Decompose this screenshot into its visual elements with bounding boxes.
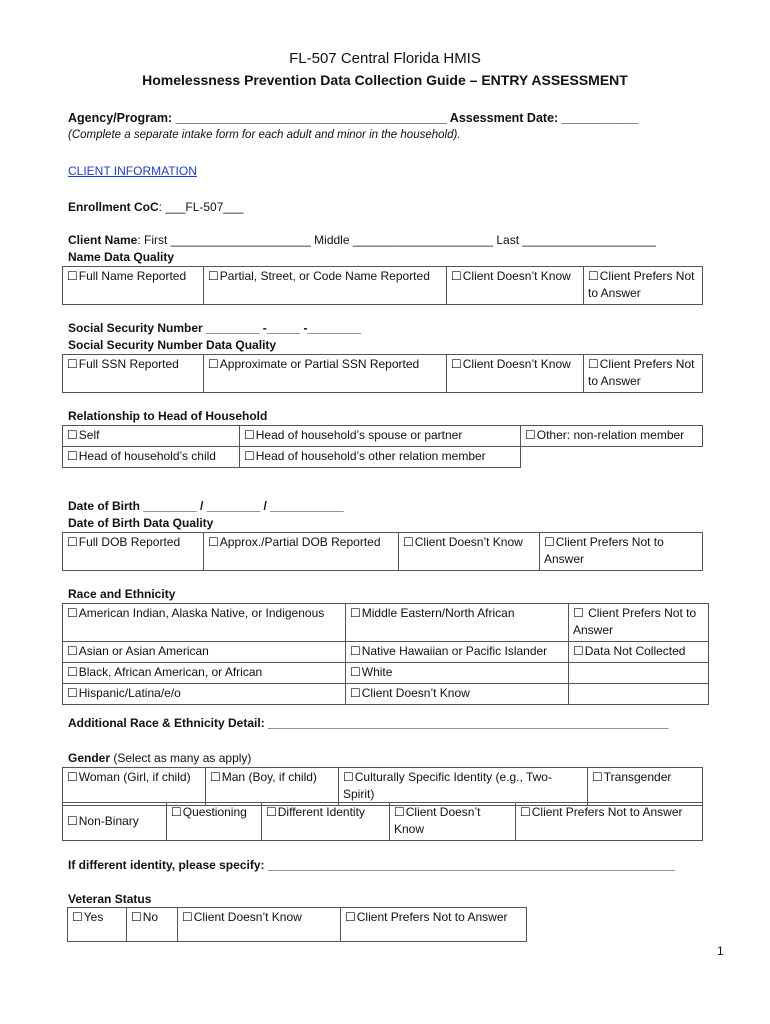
option-gender-prefers-not[interactable]: ☐Client Prefers Not to Answer — [516, 803, 703, 841]
checkbox-icon[interactable]: ☐ — [592, 770, 603, 784]
option-partial-name[interactable]: ☐Partial, Street, or Code Name Reported — [204, 267, 447, 305]
option-ssn-prefers-not[interactable]: ☐Client Prefers Not to Answer — [584, 355, 703, 393]
checkbox-icon[interactable]: ☐ — [210, 770, 221, 784]
option-veteran-no[interactable]: ☐No — [127, 908, 178, 942]
ssn-data-quality-table — [62, 354, 703, 393]
option-name-doesnt-know[interactable]: ☐Client Doesn’t Know — [447, 267, 584, 305]
gender-heading — [68, 751, 251, 765]
option-non-binary[interactable]: ☐Non-Binary — [63, 803, 167, 841]
checkbox-icon[interactable]: ☐ — [266, 805, 277, 819]
enrollment-coc-value: : ___FL-507___ — [158, 200, 244, 214]
checkbox-icon[interactable]: ☐ — [67, 770, 78, 784]
checkbox-icon[interactable]: ☐ — [67, 535, 78, 549]
additional-race-detail-line[interactable]: Additional Race & Ethnicity Detail: ____________________________________________________________ — [68, 716, 669, 730]
option-american-indian[interactable]: ☐American Indian, Alaska Native, or Indigenous — [63, 604, 346, 642]
checkbox-icon[interactable]: ☐ — [244, 449, 255, 463]
checkbox-icon[interactable]: ☐ — [67, 813, 78, 828]
option-different-identity[interactable]: ☐Different Identity — [262, 803, 390, 841]
option-full-ssn[interactable]: ☐Full SSN Reported — [63, 355, 204, 393]
name-data-quality-label: Name Data Quality — [68, 250, 175, 264]
different-identity-specify-line[interactable]: If different identity, please specify: _____________________________________________________________ — [68, 858, 675, 872]
checkbox-icon[interactable]: ☐ — [67, 357, 78, 371]
option-questioning[interactable]: ☐Questioning — [167, 803, 262, 841]
checkbox-icon[interactable]: ☐ — [67, 686, 78, 700]
client-information-heading[interactable]: CLIENT INFORMATION — [68, 164, 197, 178]
option-data-not-collected[interactable]: ☐Data Not Collected — [569, 642, 709, 663]
agency-program-line[interactable]: Agency/Program: _______________________________________ Assessment Date: ___________ — [68, 111, 639, 125]
gender-table-row2 — [62, 802, 703, 841]
option-hispanic[interactable]: ☐Hispanic/Latina/e/o — [63, 684, 346, 705]
race-ethnicity-label: Race and Ethnicity — [68, 587, 176, 601]
option-black[interactable]: ☐Black, African American, or African — [63, 663, 346, 684]
checkbox-icon[interactable]: ☐ — [67, 428, 78, 442]
option-veteran-prefers-not[interactable]: ☐Client Prefers Not to Answer — [341, 908, 527, 942]
option-partial-ssn[interactable]: ☐Approximate or Partial SSN Reported — [204, 355, 447, 393]
document-title: FL-507 Central Florida HMIS — [289, 50, 481, 67]
ssn-data-quality-label: Social Security Number Data Quality — [68, 338, 277, 352]
checkbox-icon[interactable]: ☐ — [394, 805, 405, 819]
option-transgender[interactable]: ☐Transgender — [588, 768, 703, 806]
client-name-fields: : First _____________________ Middle _____________________ Last ____________________ — [137, 233, 656, 247]
relationship-table — [62, 425, 703, 468]
option-asian[interactable]: ☐Asian or Asian American — [63, 642, 346, 663]
option-hoh-child[interactable]: ☐Head of household’s child — [63, 447, 240, 468]
checkbox-icon[interactable]: ☐ — [182, 910, 193, 924]
checkbox-icon[interactable]: ☐ — [525, 428, 536, 442]
option-self[interactable]: ☐Self — [63, 426, 240, 447]
checkbox-icon[interactable]: ☐ — [350, 644, 361, 658]
checkbox-icon[interactable]: ☐ — [67, 449, 78, 463]
option-race-prefers-not[interactable]: ☐ Client Prefers Not to Answer — [569, 604, 709, 642]
checkbox-icon[interactable]: ☐ — [350, 665, 361, 679]
relationship-label: Relationship to Head of Household — [68, 409, 268, 423]
checkbox-icon[interactable]: ☐ — [544, 535, 555, 549]
option-dob-prefers-not[interactable]: ☐Client Prefers Not to Answer — [540, 533, 703, 571]
checkbox-icon[interactable]: ☐ — [67, 606, 78, 620]
checkbox-icon[interactable]: ☐ — [208, 269, 219, 283]
option-name-prefers-not[interactable]: ☐Client Prefers Not to Answer — [584, 267, 703, 305]
option-veteran-doesnt-know[interactable]: ☐Client Doesn’t Know — [178, 908, 341, 942]
gender-hint: (Select as many as apply) — [110, 751, 252, 765]
checkbox-icon[interactable]: ☐ — [72, 910, 83, 924]
ssn-line[interactable]: Social Security Number ________ -_____ -________ — [68, 321, 361, 335]
option-man[interactable]: ☐Man (Boy, if child) — [206, 768, 339, 806]
enrollment-coc-label: Enrollment CoC — [68, 200, 159, 214]
checkbox-icon[interactable]: ☐ — [208, 535, 219, 549]
checkbox-icon[interactable]: ☐ — [403, 535, 414, 549]
intake-note: (Complete a separate intake form for each adult and minor in the household). — [68, 129, 461, 141]
client-name-label: Client Name — [68, 233, 138, 247]
enrollment-coc — [68, 200, 243, 214]
document-subtitle: Homelessness Prevention Data Collection Guide – ENTRY ASSESSMENT — [142, 72, 628, 88]
empty-cell — [569, 684, 709, 705]
option-hoh-other-relation[interactable]: ☐Head of household’s other relation member — [240, 447, 521, 468]
option-white[interactable]: ☐White — [346, 663, 569, 684]
checkbox-icon[interactable]: ☐ — [588, 357, 599, 371]
dob-line[interactable]: Date of Birth ________ / ________ / ___________ — [68, 499, 344, 513]
veteran-status-label: Veteran Status — [68, 892, 152, 906]
option-middle-eastern[interactable]: ☐Middle Eastern/North African — [346, 604, 569, 642]
checkbox-icon[interactable]: ☐ — [244, 428, 255, 442]
option-gender-doesnt-know[interactable]: ☐Client Doesn’t Know — [390, 803, 516, 841]
checkbox-icon[interactable]: ☐ — [208, 357, 219, 371]
option-native-hawaiian[interactable]: ☐Native Hawaiian or Pacific Islander — [346, 642, 569, 663]
option-ssn-doesnt-know[interactable]: ☐Client Doesn’t Know — [447, 355, 584, 393]
dob-data-quality-label: Date of Birth Data Quality — [68, 516, 214, 530]
option-partial-dob[interactable]: ☐Approx./Partial DOB Reported — [204, 533, 399, 571]
checkbox-icon[interactable]: ☐ — [67, 644, 78, 658]
page-number: 1 — [717, 944, 724, 958]
empty-cell — [569, 663, 709, 684]
checkbox-icon[interactable]: ☐ — [350, 686, 361, 700]
name-data-quality-table — [62, 266, 703, 305]
empty-cell — [521, 447, 703, 468]
checkbox-icon[interactable]: ☐ — [67, 269, 78, 283]
option-race-doesnt-know[interactable]: ☐Client Doesn’t Know — [346, 684, 569, 705]
option-full-dob[interactable]: ☐Full DOB Reported — [63, 533, 204, 571]
checkbox-icon[interactable]: ☐ — [171, 805, 182, 819]
dob-data-quality-table — [62, 532, 703, 571]
checkbox-icon[interactable]: ☐ — [451, 357, 462, 371]
checkbox-icon[interactable]: ☐ — [350, 606, 361, 620]
checkbox-icon[interactable]: ☐ — [588, 269, 599, 283]
client-name-line[interactable] — [68, 233, 656, 247]
option-other-non-relation[interactable]: ☐Other: non-relation member — [521, 426, 703, 447]
race-ethnicity-table — [62, 603, 709, 705]
option-culturally-specific[interactable]: ☐Culturally Specific Identity (e.g., Two-Spirit) — [339, 768, 588, 806]
option-full-name-reported[interactable]: ☐Full Name Reported — [63, 267, 204, 305]
checkbox-icon[interactable]: ☐ — [573, 606, 584, 620]
gender-table-row1 — [62, 767, 703, 806]
checkbox-icon[interactable]: ☐ — [131, 910, 142, 924]
option-veteran-yes[interactable]: ☐Yes — [68, 908, 127, 942]
checkbox-icon[interactable]: ☐ — [520, 805, 531, 819]
option-woman[interactable]: ☐Woman (Girl, if child) — [63, 768, 206, 806]
checkbox-icon[interactable]: ☐ — [451, 269, 462, 283]
checkbox-icon[interactable]: ☐ — [573, 644, 584, 658]
option-spouse-partner[interactable]: ☐Head of household’s spouse or partner — [240, 426, 521, 447]
option-dob-doesnt-know[interactable]: ☐Client Doesn’t Know — [399, 533, 540, 571]
checkbox-icon[interactable]: ☐ — [343, 770, 354, 784]
veteran-status-table — [67, 907, 527, 942]
gender-label: Gender — [68, 751, 111, 765]
checkbox-icon[interactable]: ☐ — [345, 910, 356, 924]
checkbox-icon[interactable]: ☐ — [67, 665, 78, 679]
